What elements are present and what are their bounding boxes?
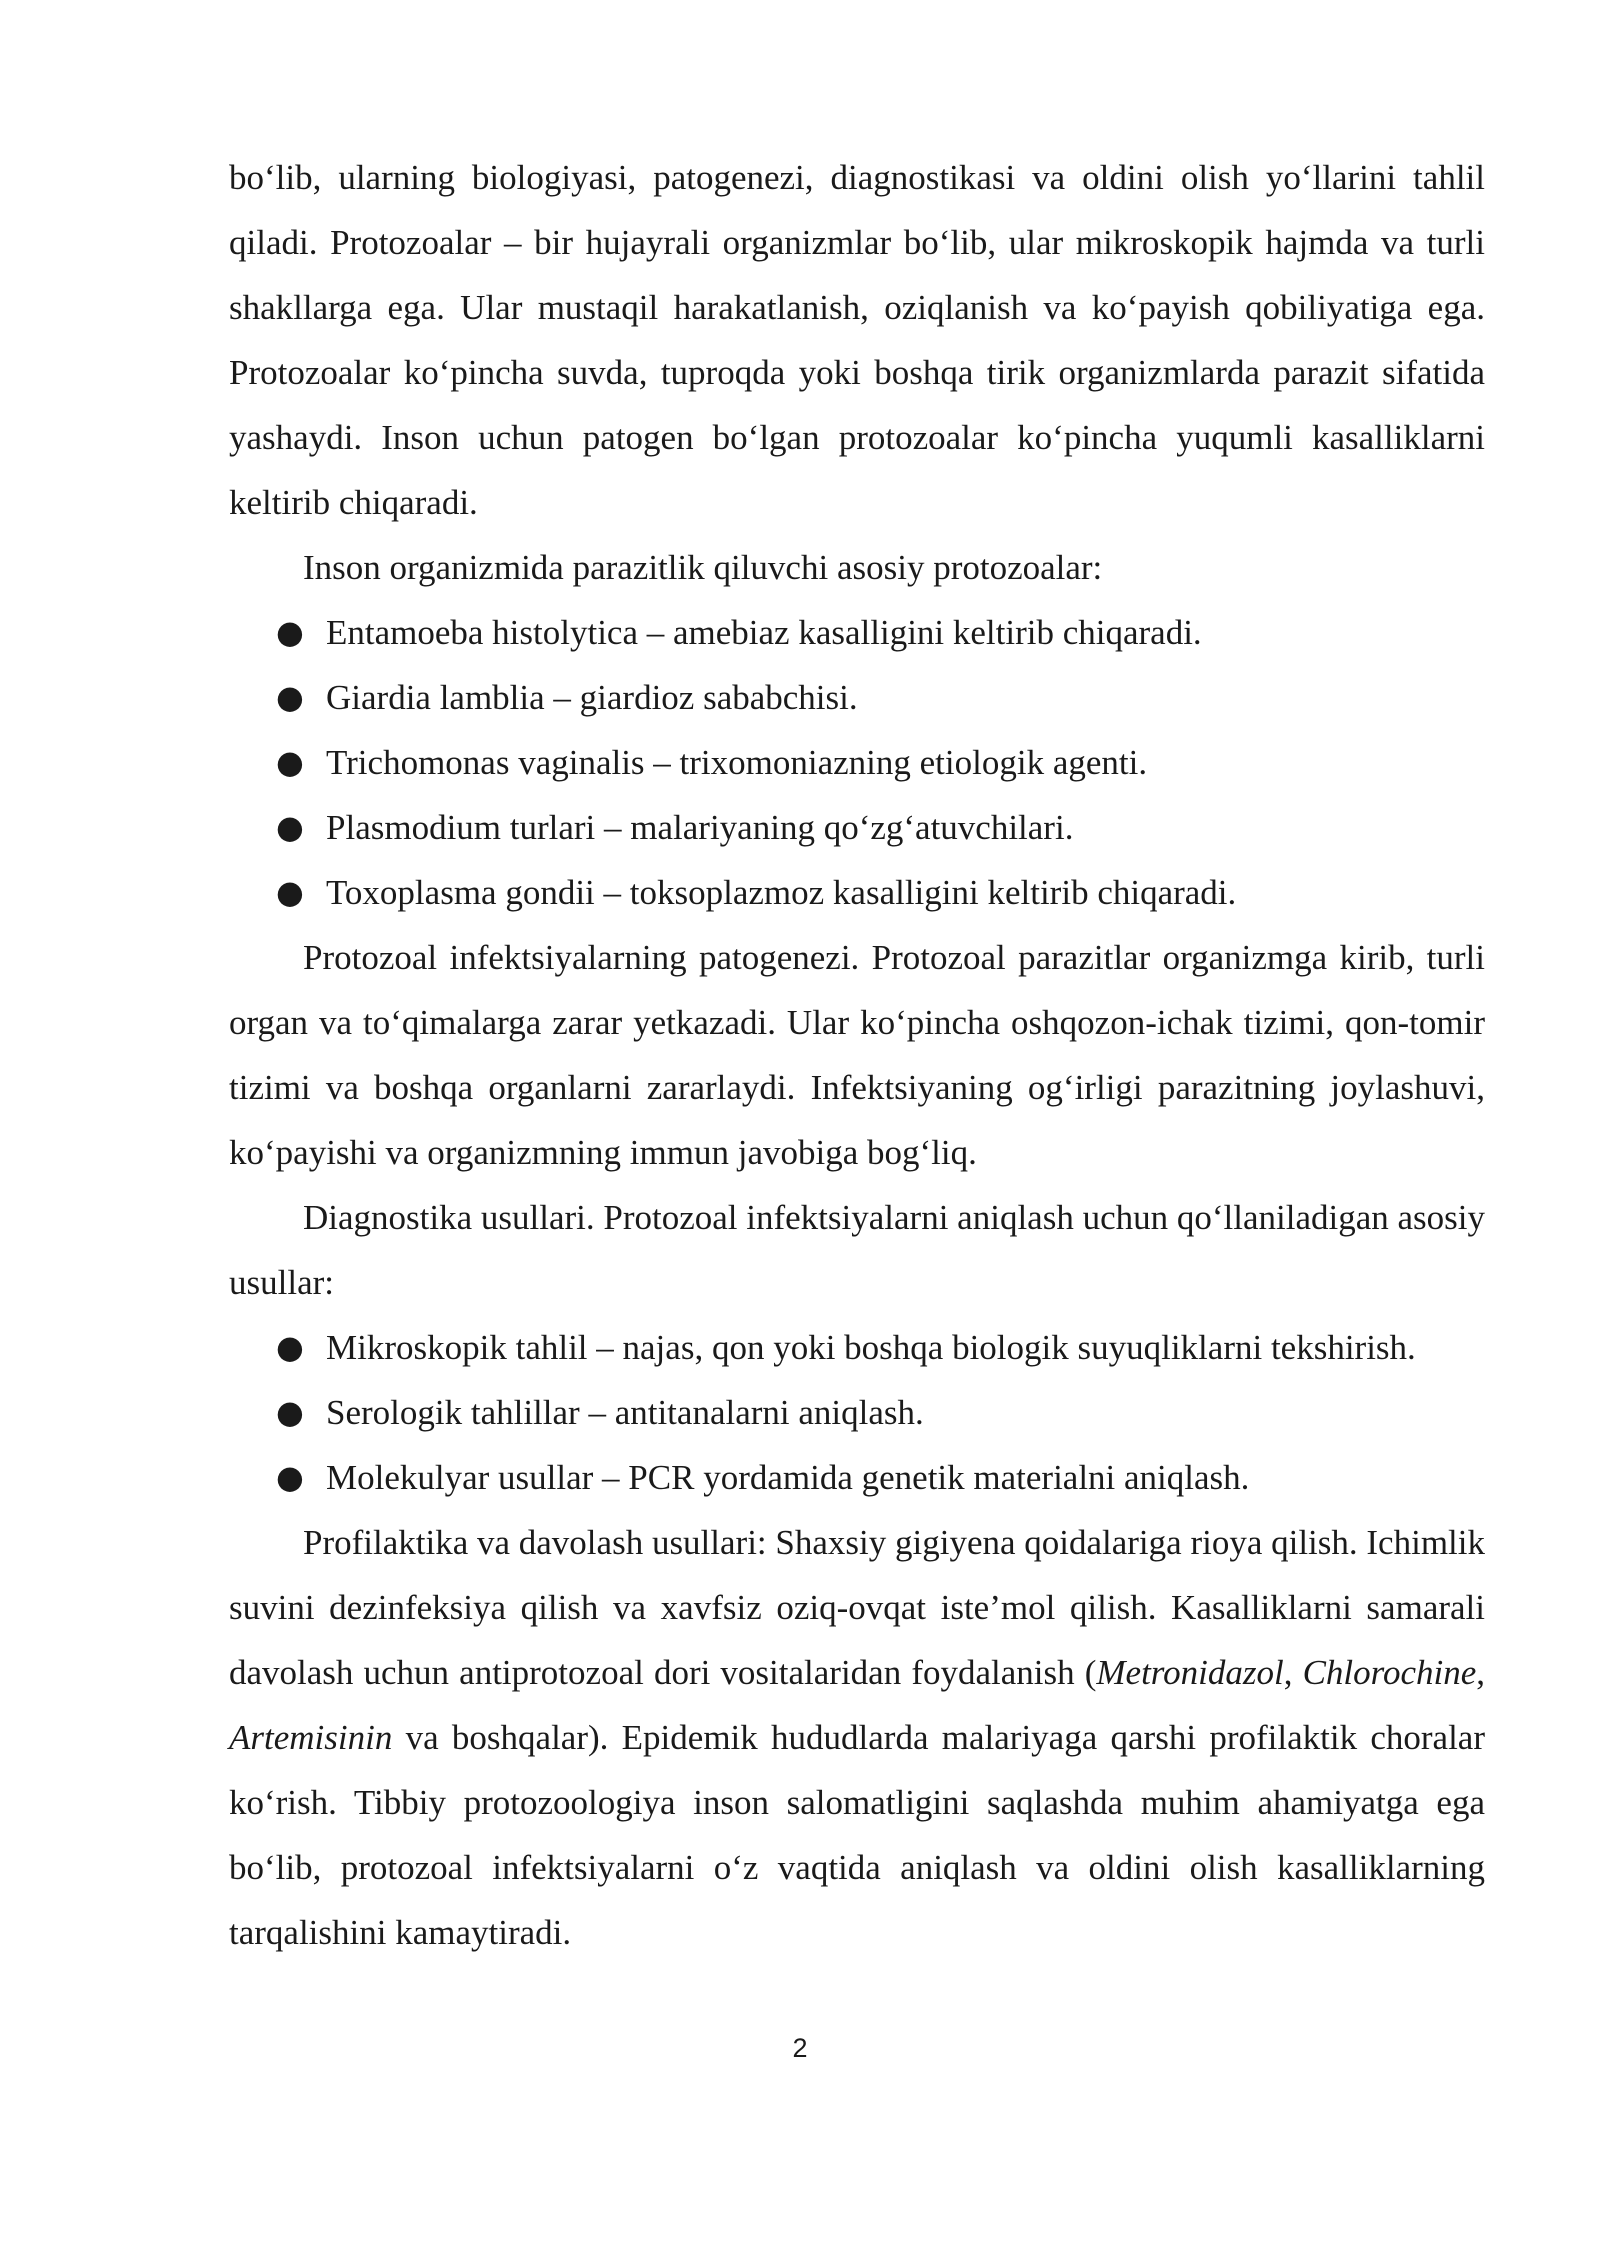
paragraph-pathogenesis: Protozoal infektsiyalarning patogenezi. Protozoal parazitlar organizmga kirib, turli organ va to‘qimalarga zarar yetkazadi. Ular ko‘pincha oshqozon-ichak tizimi, qon-tomir tizimi va boshqa organlarni zararlaydi. Infektsiyaning og‘irligi parazitning joylashuvi, ko‘payishi va organizmning immun javobiga bog‘liq. [229,938,1485,1172]
page-number: 2 [792,2033,808,2063]
drug-name: Metronidazol [1096,1653,1284,1692]
bullet-icon: ● [276,1328,304,1366]
list-item: ● Giardia lamblia – giardioz sababchisi. [229,665,1485,730]
bullet-icon: ● [276,743,304,781]
bullet-icon: ● [276,1393,304,1431]
paragraph-intro: bo‘lib, ularning biologiyasi, patogenezi, diagnostikasi va oldini olish yo‘llarini tahlil qiladi. Protozoalar – bir hujayrali organizmlar bo‘lib, ular mikroskopik hajmda va turli shakllarga ega. Ular mustaqil harakatlanish, oziqlanish va ko‘payish qobiliyatiga ega. Protozoalar ko‘pincha suvda, tuproqda yoki boshqa tirik organizmlarda parazit sifatida yashaydi. Inson uchun patogen bo‘lgan protozoalar ko‘pincha yuqumli kasalliklarni keltirib chiqaradi. [229,158,1485,522]
drug-name: Artemisinin [229,1718,393,1757]
bullet-icon: ● [276,678,304,716]
list-item: ● Plasmodium turlari – malariyaning qo‘zg‘atuvchilari. [229,795,1485,860]
list-item: ● Toxoplasma gondii – toksoplazmoz kasalligini keltirib chiqaradi. [229,860,1485,925]
page-body [229,145,1485,1965]
protozoa-list [229,600,1485,925]
drug-name: Chlorochine [1302,1653,1477,1692]
list-item: ● Trichomonas vaginalis – trixomoniazning etiologik agenti. [229,730,1485,795]
list-item: ● Molekulyar usullar – PCR yordamida genetik materialni aniqlash. [229,1445,1485,1510]
list-item: ● Entamoeba histolytica – amebiaz kasalligini keltirib chiqaradi. [229,600,1485,665]
bullet-icon: ● [276,873,304,911]
bullet-icon: ● [276,1458,304,1496]
bullet-icon: ● [276,613,304,651]
diagnostics-list [229,1315,1485,1510]
paragraph-prophylaxis: Profilaktika va davolash usullari: Shaxsiy gigiyena qoidalariga rioya qilish. Ichimlik suvini dezinfeksiya qilish va xavfsiz oziq-ovqat iste’mol qilish. Kasalliklarni samarali davolash uchun antiprotozoal dori vositalaridan foydalanish (Metronidazol, Chlorochine, Artemisinin va boshqalar). Epidemik hududlarda malariyaga qarshi profilaktik choralar ko‘rish. Tibbiy protozoologiya inson salomatligini saqlashda muhim ahamiyatga ega bo‘lib, protozoal infektsiyalarni o‘z vaqtida aniqlash va oldini olish kasalliklarning tarqalishini kamaytiradi. [229,1523,1486,1952]
paragraph-diagnostics: Diagnostika usullari. Protozoal infektsiyalarni aniqlash uchun qo‘llaniladigan asosiy usullar: [229,1198,1485,1302]
list-item: ● Serologik tahlillar – antitanalarni aniqlash. [229,1380,1485,1445]
bullet-icon: ● [276,808,304,846]
list-item: ● Mikroskopik tahlil – najas, qon yoki boshqa biologik suyuqliklarni tekshirish. [229,1315,1485,1380]
paragraph-protozoa-heading: Inson organizmida parazitlik qiluvchi asosiy protozoalar: [303,548,1103,587]
